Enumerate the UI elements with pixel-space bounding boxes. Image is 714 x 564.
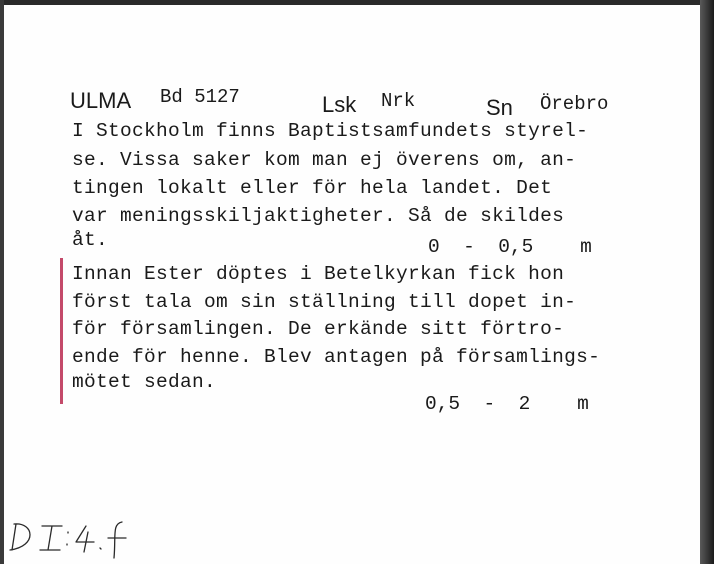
card-edge-top	[0, 0, 714, 5]
depth-measure-1: 0 - 0,5 m	[428, 236, 592, 258]
text-line: se. Vissa saker kom man ej överens om, an-	[72, 149, 577, 171]
lsk-label: Lsk	[322, 92, 357, 117]
handwritten-signature	[4, 510, 154, 560]
sn-label: Sn	[486, 95, 513, 120]
depth-measure-2: 0,5 - 2 m	[425, 393, 589, 415]
text-line: Innan Ester döptes i Betelkyrkan fick hon	[72, 263, 565, 285]
text-line: tingen lokalt eller för hela landet. Det	[72, 177, 553, 199]
text-line: ende för henne. Blev antagen på församlings-	[72, 346, 601, 368]
card-edge-left	[0, 0, 4, 564]
text-line: för församlingen. De erkände sitt förtro-	[72, 318, 565, 340]
sn-value: Örebro	[540, 93, 609, 115]
text-line: mötet sedan.	[72, 371, 217, 393]
text-line: åt.	[72, 229, 109, 251]
text-line: I Stockholm finns Baptistsamfundets styrel-	[72, 120, 589, 142]
margin-mark	[60, 258, 63, 404]
card-edge-right	[700, 0, 714, 564]
archive-number: Bd 5127	[160, 86, 240, 108]
archive-label: ULMA	[70, 88, 132, 113]
text-line: var meningsskiljaktigheter. Så de skildes	[72, 205, 565, 227]
lsk-value: Nrk	[381, 90, 416, 112]
text-line: först tala om sin ställning till dopet in-	[72, 291, 577, 313]
